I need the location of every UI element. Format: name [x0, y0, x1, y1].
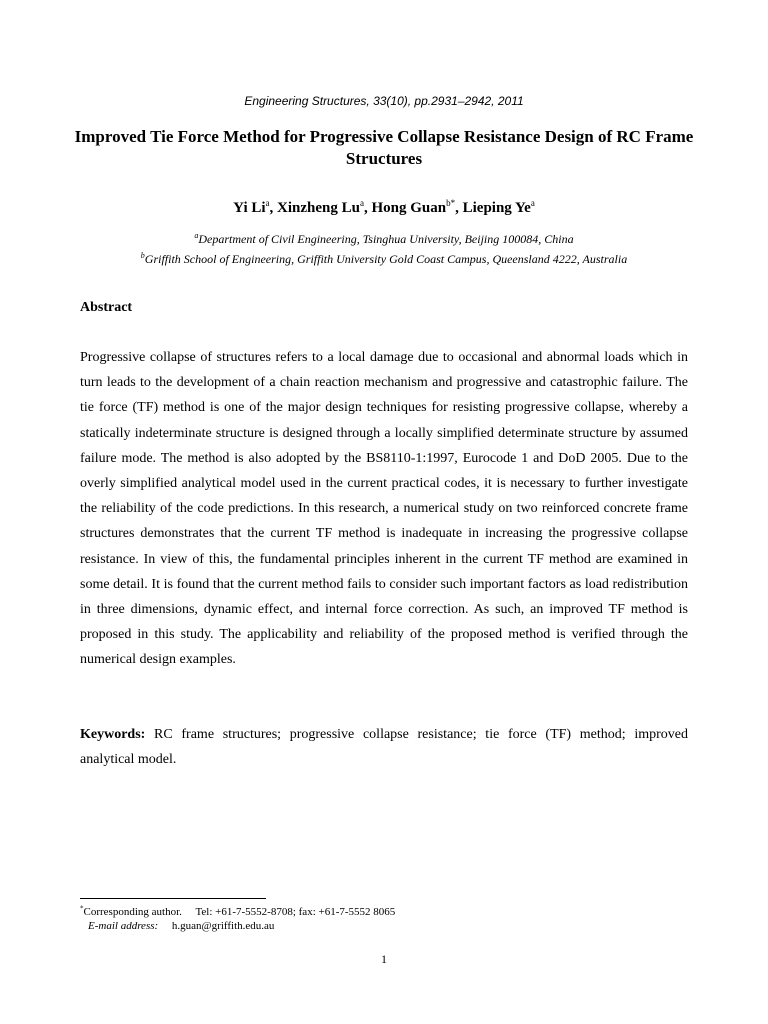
abstract-body: Progressive collapse of structures refers to a local damage due to occasional and abnormal loads which in turn leads to the development of a chain reaction mechanism and progressive and catastrophic failure. The tie force (TF) method is one of the major design techniques for resisting progressive collapse, whereby a statically indeterminate structure is designed through a locally simplified determinate structure by assumed failure mode. The method is also adopted by the BS8110-1:1997, Eurocode 1 and DoD 2005. Due to the overly simplified analytical model used in the current practical codes, it is necessary to further investigate the reliability of the code predictions. In this research, a numerical study on two reinforced concrete frame structures demonstrates that the current TF method is inadequate in increasing the progressive collapse resistance. In view of this, the fundamental principles inherent in the current TF method are examined in some detail. It is found that the current method fails to consider such important factors as load redistribution in three dimensions, dynamic effect, and internal force correction. As such, an improved TF method is proposed in this study. The applicability and reliability of the proposed method is verified through the numerical design examples.: [80, 350, 688, 668]
author-name: Yi Li: [233, 200, 266, 216]
author-name: Hong Guan: [371, 200, 447, 216]
footnote-email: [88, 920, 274, 932]
keywords: [80, 722, 688, 772]
page-number: 1: [381, 952, 387, 966]
affiliation-text: Department of Civil Engineering, Tsinghua University, Beijing 100084, China: [198, 232, 574, 246]
footnote-marker: *: [80, 904, 84, 913]
author-name: Lieping Ye: [462, 200, 531, 216]
author-affiliation-marker: a: [265, 198, 270, 208]
affiliation: [0, 252, 768, 267]
footnote-corresponding: [80, 906, 395, 918]
author-affiliation-marker: a: [360, 198, 364, 208]
email-address: h.guan@griffith.edu.au: [171, 920, 275, 932]
author-list: Yi Li$^a$, Xinzheng Lu$^a$, Hong Guan$^{b*}$, Lieping Ye$^a$: [233, 198, 535, 216]
keywords-text: RC frame structures; progressive collapse resistance; tie force (TF) method; improved analytical model.: [80, 727, 689, 767]
author-name: Xinzheng Lu: [277, 200, 360, 216]
affiliation-marker: b: [140, 251, 145, 260]
paper-title: Improved Tie Force Method for Progressive Collapse Resistance Design of RC Frame Structures: [74, 127, 694, 168]
journal-reference: Engineering Structures, 33(10), pp.2931–2942, 2011: [244, 94, 524, 108]
author-affiliation-marker: b*: [446, 198, 456, 208]
author-affiliation-marker: a: [530, 198, 535, 208]
keywords-label: Keywords:: [80, 727, 146, 742]
affiliation-marker: a: [194, 231, 199, 240]
affiliation-text: Griffith School of Engineering, Griffith University Gold Coast Campus, Queensland 4222, Australia: [144, 252, 628, 266]
abstract-heading: Abstract: [80, 300, 133, 315]
affiliation: [0, 232, 768, 247]
corresponding-author-label: Corresponding author.: [83, 906, 182, 918]
email-label: E-mail address:: [88, 920, 159, 932]
contact-numbers: Tel: +61-7-5552-8708; fax: +61-7-5552 8065: [195, 906, 396, 918]
footnote-divider: [80, 898, 266, 899]
